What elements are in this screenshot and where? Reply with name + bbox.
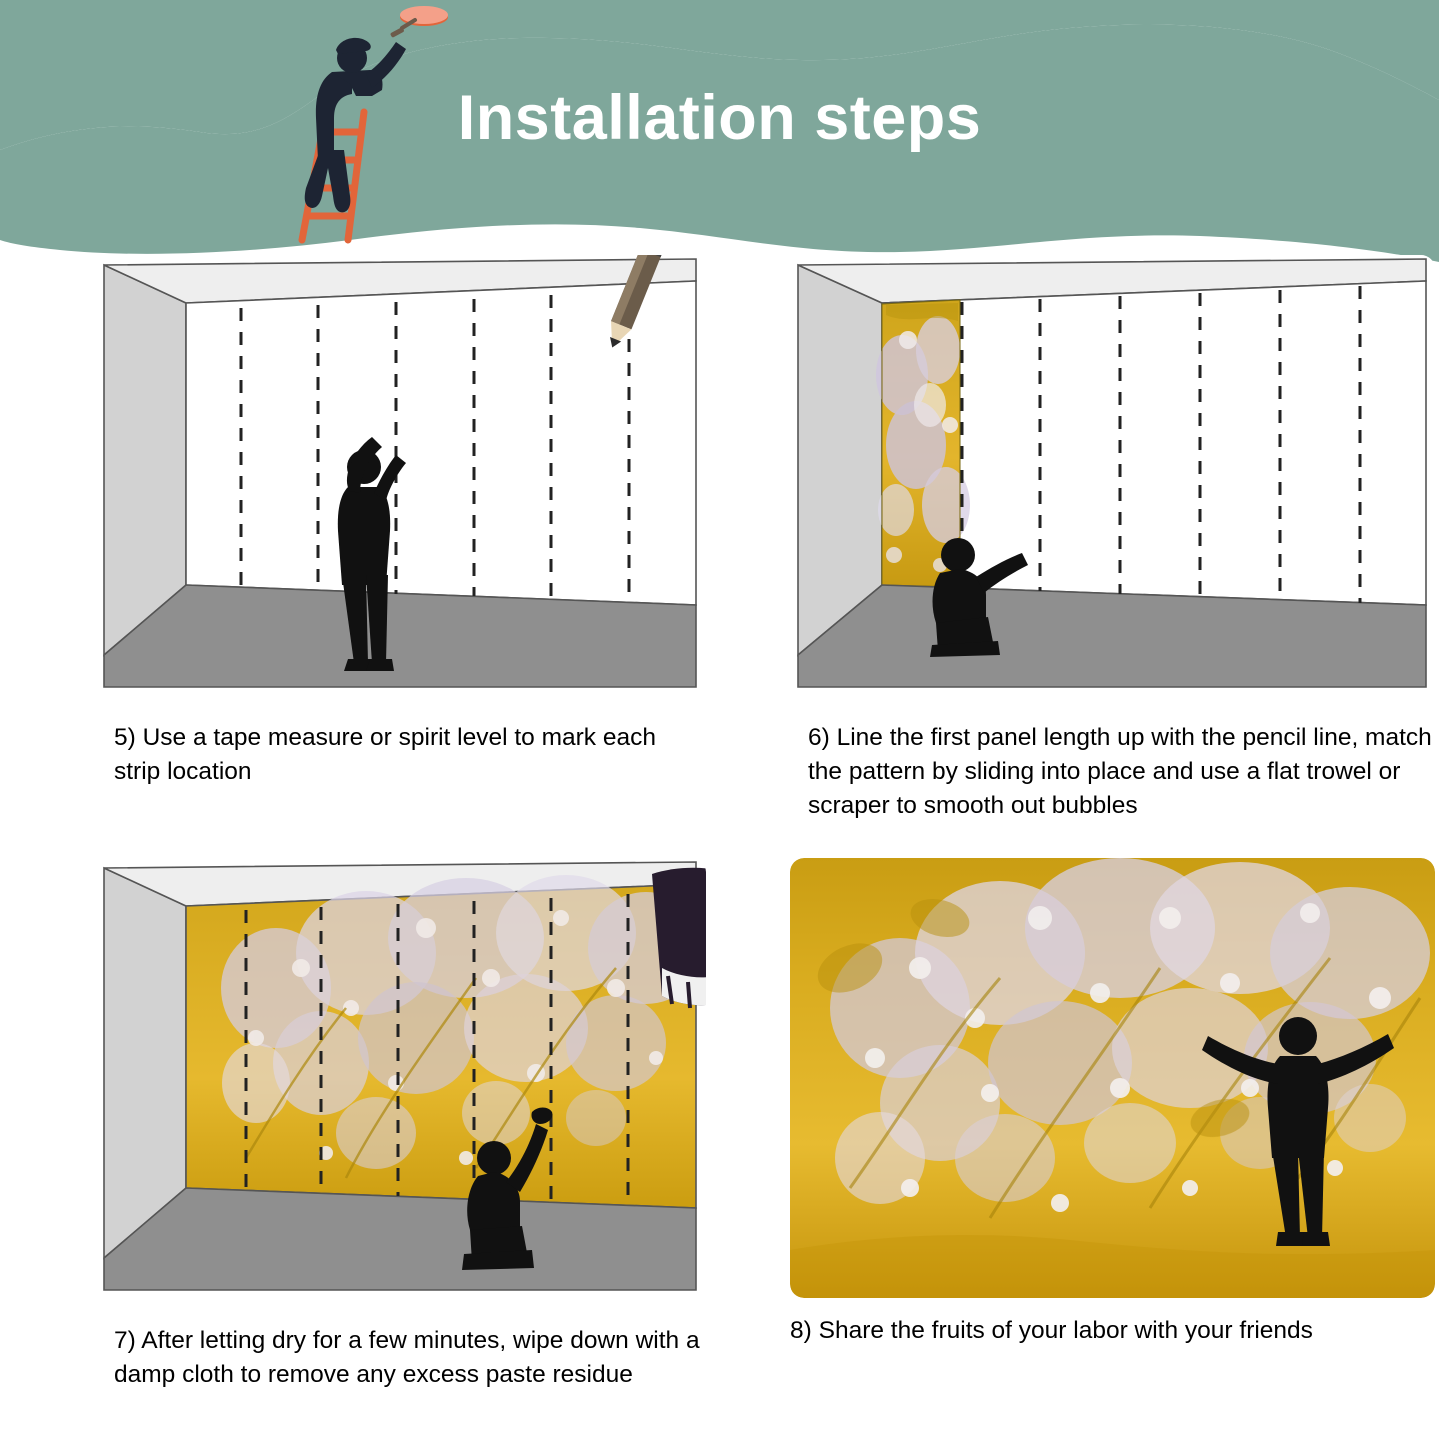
step-card-8	[790, 858, 1435, 1348]
step-6-caption	[790, 721, 1435, 822]
step-5-illustration	[96, 255, 706, 705]
step-8-text: Share the fruits of your labor with your friends	[818, 1317, 1313, 1344]
step-card-5	[96, 255, 706, 789]
step-7-text: After letting dry for a few minutes, wipe down with a damp cloth to remove any excess paste residue	[114, 1327, 700, 1388]
step-5-text: Use a tape measure or spirit level to mark each strip location	[114, 724, 656, 785]
step-8-number: 8)	[790, 1317, 812, 1344]
step-8-caption	[790, 1314, 1435, 1348]
step-6-illustration	[790, 255, 1435, 705]
step-5-caption	[96, 721, 706, 789]
step-5-number: 5)	[114, 724, 136, 751]
header-banner	[0, 0, 1439, 262]
step-card-6	[790, 255, 1435, 822]
step-card-7	[96, 858, 706, 1392]
step-7-illustration	[96, 858, 706, 1308]
step-7-caption	[96, 1324, 706, 1392]
page-title: Installation steps	[457, 83, 982, 153]
step-6-number: 6)	[808, 724, 830, 751]
step-7-number: 7)	[114, 1327, 136, 1354]
step-6-text: Line the first panel length up with the pencil line, match the pattern by sliding into place and use a flat trowel or scraper to smooth out bubbles	[808, 724, 1432, 819]
step-8-illustration	[790, 858, 1435, 1298]
